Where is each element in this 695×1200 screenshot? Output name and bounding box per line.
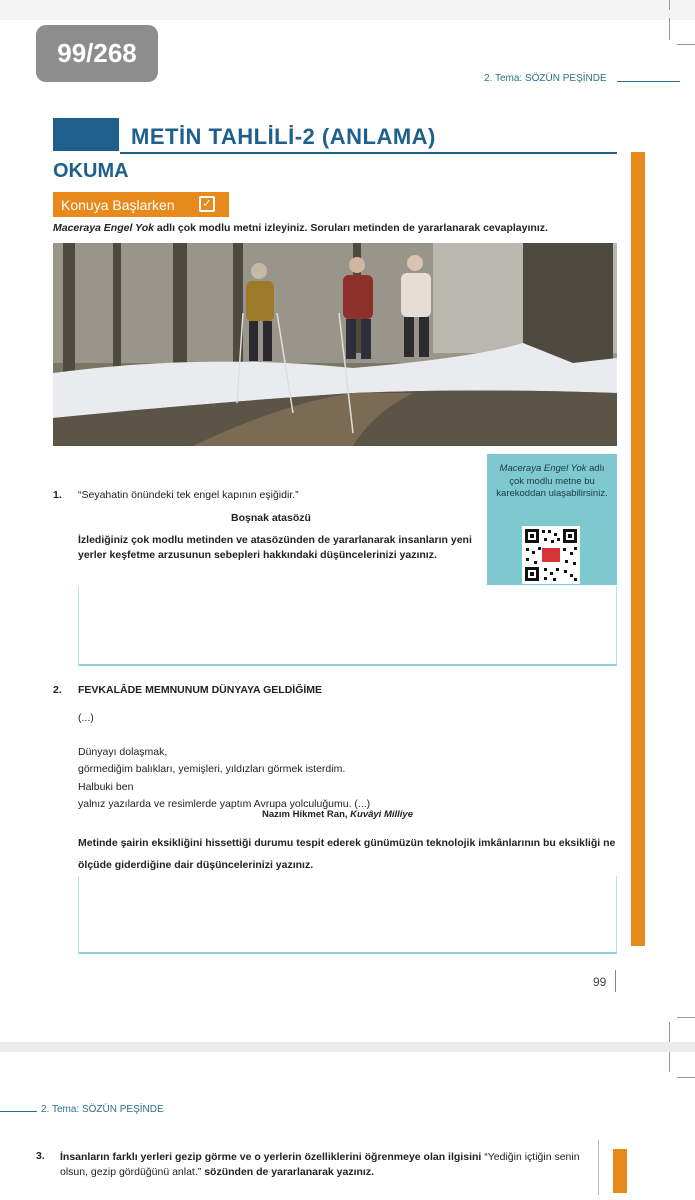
question-1-text: İzlediğiniz çok modlu metinden ve atasözünden de yararlanarak insanların yeni yerler keşfetme arzusunun sebepleri hakkındaki düşüncelerinizi yazınız. — [78, 534, 472, 561]
qr-info-rest: adlı çok modlu metne bu karekoddan ulaşabilirsiniz. — [496, 463, 608, 499]
question-3-bold-1: İnsanların farklı yerleri gezip görme ve o yerlerin özelliklerini öğrenmeye olan ilgisini — [60, 1151, 482, 1163]
qr-info-box — [487, 454, 617, 585]
poem-line: Dünyayı dolaşmak, — [78, 746, 168, 759]
question-3-bold-2: sözünden de yararlanarak yazınız. — [201, 1166, 375, 1178]
answer-box-2[interactable] — [78, 876, 617, 954]
hikers-photo — [53, 243, 617, 446]
question-2-number: 2. — [53, 684, 62, 696]
clipboard-icon: ✓ — [199, 196, 215, 212]
side-accent-bar — [613, 1149, 627, 1193]
question-1-source: Boşnak atasözü — [231, 512, 311, 524]
question-3-quote: “Yediğin içtiğin senin olsun, gezip gördüğünü anlat.” — [60, 1151, 580, 1178]
title-rule — [120, 152, 617, 154]
qr-code[interactable] — [522, 526, 580, 584]
scan-mark — [669, 0, 670, 10]
scan-mark — [677, 1077, 695, 1078]
question-3-number: 3. — [36, 1150, 45, 1162]
footer-rule — [0, 1111, 37, 1112]
topic-badge-label: Konuya Başlarken — [61, 196, 175, 213]
question-2-text: Metinde şairin eksikliğini hissettiği durumu tespit ederek günümüzün teknolojik imkânlarının bu eksikliği ne ölçüde giderdiğine dair düşüncelerinizi yazınız. — [78, 837, 616, 871]
topic-badge — [53, 192, 229, 217]
question-1-number: 1. — [53, 489, 62, 501]
scan-mark — [677, 1017, 695, 1018]
poem-line: Halbuki ben — [78, 780, 134, 793]
intro-text — [53, 222, 548, 234]
question-3-text — [60, 1150, 608, 1180]
header-theme: 2. Tema: SÖZÜN PEŞİNDE — [484, 73, 607, 84]
poem-source — [262, 809, 413, 820]
qr-info-italic: Maceraya Engel Yok — [499, 463, 587, 474]
question-1-quote: “Seyahatin önündeki tek engel kapının eşiğidir.” — [78, 489, 299, 501]
scan-mark — [669, 1022, 670, 1042]
poem-title: FEVKALÂDE MEMNUNUM DÜNYAYA GELDİĞİME — [78, 684, 323, 696]
top-bar — [0, 0, 695, 20]
poem-author: Nazım Hikmet Ran, — [262, 809, 351, 820]
page-number-rule — [615, 970, 616, 992]
poem-line: yalnız yazılarda ve resimlerde yaptım Avrupa yolculuğumu. (...) — [78, 797, 371, 810]
page-edge-rule — [598, 1140, 599, 1195]
scan-mark — [677, 44, 695, 45]
poem-lines — [78, 710, 370, 813]
qr-code-svg — [522, 526, 580, 584]
section-heading: OKUMA — [53, 160, 129, 182]
intro-italic: Maceraya Engel Yok — [53, 222, 154, 234]
qr-info-text — [493, 463, 611, 501]
poem-line — [78, 727, 370, 744]
page-number: 99 — [593, 975, 607, 989]
poem-work: Kuvâyi Milliye — [350, 809, 414, 820]
title-block — [53, 118, 119, 151]
page-counter[interactable]: 99/268 — [36, 25, 158, 82]
hikers-photo-svg — [53, 243, 617, 446]
poem-line: (...) — [78, 712, 94, 724]
poem-line: görmediğim balıkları, yemişleri, yıldızları görmek isterdim. — [78, 763, 346, 776]
header-rule — [617, 81, 680, 82]
footer-theme: 2. Tema: SÖZÜN PEŞİNDE — [41, 1104, 164, 1115]
intro-rest: adlı çok modlu metni izleyiniz. Soruları metinden de yararlanarak cevaplayınız. — [153, 222, 548, 234]
scan-mark — [669, 18, 670, 40]
side-accent-bar — [631, 152, 645, 946]
scan-mark — [669, 1052, 670, 1072]
page-title: METİN TAHLİLİ-2 (ANLAMA) — [131, 124, 436, 149]
answer-box-1[interactable] — [78, 586, 617, 666]
